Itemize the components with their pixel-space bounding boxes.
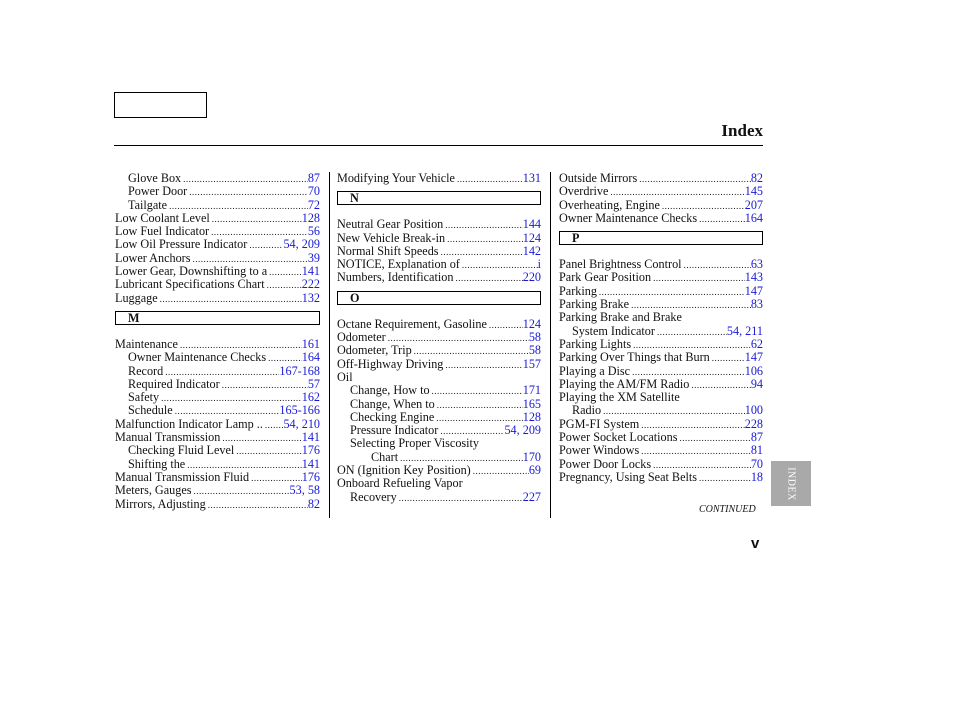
entry-label: Manual Transmission bbox=[115, 431, 221, 445]
dot-leader bbox=[438, 425, 504, 437]
dot-leader bbox=[220, 379, 308, 391]
index-entry[interactable] bbox=[115, 391, 320, 404]
index-entry[interactable] bbox=[559, 418, 763, 431]
index-entry[interactable] bbox=[115, 418, 320, 431]
index-entry[interactable] bbox=[559, 271, 763, 284]
index-entry[interactable] bbox=[115, 458, 320, 471]
page-reference-link[interactable]: 145 bbox=[744, 185, 763, 199]
page-reference-link[interactable]: 207 bbox=[744, 198, 763, 212]
entry-label: Malfunction Indicator Lamp .. bbox=[115, 417, 263, 431]
page-reference-link[interactable]: 141 bbox=[301, 431, 320, 445]
dot-leader bbox=[263, 419, 284, 431]
column-divider bbox=[550, 172, 551, 518]
index-entry[interactable] bbox=[337, 232, 541, 245]
entry-label: NOTICE, Explanation of bbox=[337, 258, 460, 272]
dot-leader bbox=[445, 233, 523, 245]
page-reference-link[interactable]: 141 bbox=[301, 265, 320, 279]
entry-label: Change, How to bbox=[350, 384, 430, 398]
entry-label: Odometer bbox=[337, 331, 386, 345]
entry-label: System Indicator bbox=[572, 324, 655, 338]
entry-label: Required Indicator bbox=[128, 377, 220, 391]
dot-leader bbox=[660, 200, 745, 212]
index-entry[interactable] bbox=[559, 444, 763, 457]
page-reference-link[interactable]: 39 bbox=[307, 251, 320, 265]
entry-label: Panel Brightness Control bbox=[559, 258, 682, 272]
entry-label: Low Fuel Indicator bbox=[115, 225, 210, 239]
page-reference-link[interactable]: 124 bbox=[522, 317, 541, 331]
entry-label: PGM-FI System bbox=[559, 417, 640, 431]
entry-label: Checking Fluid Level bbox=[128, 444, 235, 458]
entry-label: Lower Anchors bbox=[115, 251, 191, 265]
index-entry[interactable] bbox=[559, 404, 763, 417]
dot-leader bbox=[210, 213, 302, 225]
index-column-2 bbox=[337, 172, 541, 504]
dot-leader bbox=[181, 173, 308, 185]
page-reference-link[interactable]: 82 bbox=[750, 172, 763, 185]
entry-label: Power Windows bbox=[559, 444, 640, 458]
dot-leader bbox=[455, 173, 523, 185]
index-entry[interactable] bbox=[115, 265, 320, 278]
page-reference-link[interactable]: 69 bbox=[528, 464, 541, 478]
index-entry[interactable] bbox=[115, 351, 320, 364]
index-entry[interactable] bbox=[337, 271, 541, 284]
page-reference-link[interactable]: 141 bbox=[301, 457, 320, 471]
page-reference-link[interactable]: 53, 58 bbox=[289, 484, 320, 498]
index-entry[interactable] bbox=[337, 344, 541, 357]
page-reference-link[interactable]: 56 bbox=[307, 225, 320, 239]
page-reference-link[interactable]: 157 bbox=[522, 357, 541, 371]
dot-leader bbox=[443, 219, 522, 231]
index-entry[interactable] bbox=[115, 292, 320, 305]
page-reference-link[interactable]: 170 bbox=[522, 450, 541, 464]
page-reference-link[interactable]: 62 bbox=[750, 337, 763, 351]
page-reference-link[interactable]: 70 bbox=[750, 457, 763, 471]
page-reference-link[interactable]: 131 bbox=[522, 172, 541, 185]
page-reference-link[interactable]: 58 bbox=[528, 331, 541, 345]
entry-label: Record bbox=[128, 364, 164, 378]
index-entry[interactable] bbox=[115, 404, 320, 417]
index-entry[interactable] bbox=[559, 365, 763, 378]
entry-label: Overdrive bbox=[559, 185, 609, 199]
page-reference-link[interactable]: 87 bbox=[750, 431, 763, 445]
header-rule bbox=[114, 145, 763, 146]
index-entry[interactable] bbox=[115, 238, 320, 251]
index-entry[interactable] bbox=[559, 378, 763, 391]
entry-label: Low Coolant Level bbox=[115, 211, 210, 225]
entry-label: Parking Brake bbox=[559, 298, 630, 312]
dot-leader bbox=[655, 326, 727, 338]
entry-label: Pregnancy, Using Seat Belts bbox=[559, 470, 697, 484]
page-reference-link[interactable]: 147 bbox=[744, 284, 763, 298]
index-entry[interactable] bbox=[115, 365, 320, 378]
index-entry[interactable] bbox=[337, 398, 541, 411]
entry-label: Parking bbox=[559, 284, 597, 298]
index-entry[interactable] bbox=[337, 258, 541, 271]
dot-leader bbox=[187, 186, 308, 198]
entry-label: Odometer, Trip bbox=[337, 344, 412, 358]
page-reference-link[interactable]: 161 bbox=[301, 337, 320, 351]
index-entry bbox=[559, 311, 763, 324]
dot-leader bbox=[167, 200, 308, 212]
page-reference-link[interactable]: 222 bbox=[301, 278, 320, 292]
index-entry[interactable] bbox=[115, 484, 320, 497]
entry-label: Neutral Gear Position bbox=[337, 218, 444, 232]
index-entry[interactable] bbox=[559, 212, 763, 225]
index-tab[interactable] bbox=[771, 461, 811, 506]
index-entry[interactable] bbox=[115, 199, 320, 212]
entry-label: Radio bbox=[572, 404, 602, 418]
entry-label: Park Gear Position bbox=[559, 271, 652, 285]
page-reference-link[interactable]: 165 bbox=[522, 397, 541, 411]
entry-label: Modifying Your Vehicle bbox=[337, 172, 455, 185]
dot-leader bbox=[267, 266, 302, 278]
entry-label: Playing the AM/FM Radio bbox=[559, 377, 690, 391]
page-reference-link[interactable]: 142 bbox=[522, 244, 541, 258]
page-reference-link[interactable]: 144 bbox=[522, 218, 541, 232]
dot-leader bbox=[430, 385, 523, 397]
page-reference-link[interactable]: 220 bbox=[522, 271, 541, 285]
dot-leader bbox=[158, 293, 302, 305]
page-reference-link[interactable]: 167-168 bbox=[279, 364, 320, 378]
entry-label: Oil bbox=[337, 370, 353, 384]
index-entry bbox=[559, 391, 763, 404]
dot-leader bbox=[639, 419, 744, 431]
entry-label: New Vehicle Break-in bbox=[337, 231, 446, 245]
entry-label: Numbers, Identification bbox=[337, 271, 454, 285]
dot-leader bbox=[651, 272, 745, 284]
dot-leader bbox=[209, 226, 308, 238]
entry-label: Power Door bbox=[128, 185, 188, 199]
dot-leader bbox=[471, 465, 529, 477]
entry-label: Checking Engine bbox=[350, 410, 435, 424]
index-entry[interactable] bbox=[559, 471, 763, 484]
index-entry[interactable] bbox=[337, 318, 541, 331]
entry-label: Off-Highway Driving bbox=[337, 357, 444, 371]
page-reference-link[interactable]: 70 bbox=[307, 185, 320, 199]
dot-leader bbox=[629, 299, 751, 311]
entry-label: Schedule bbox=[128, 404, 173, 418]
entry-label: Glove Box bbox=[128, 172, 182, 185]
page-number: v bbox=[751, 535, 760, 552]
dot-leader bbox=[435, 399, 523, 411]
index-entry[interactable] bbox=[115, 225, 320, 238]
entry-label: Change, When to bbox=[350, 397, 435, 411]
dot-leader bbox=[677, 432, 750, 444]
index-entry[interactable] bbox=[337, 172, 541, 185]
page-reference-link[interactable]: 124 bbox=[522, 231, 541, 245]
entry-label: Tailgate bbox=[128, 198, 168, 212]
dot-leader bbox=[689, 379, 750, 391]
page-reference-link[interactable]: 57 bbox=[307, 377, 320, 391]
page-reference-link[interactable]: 128 bbox=[522, 410, 541, 424]
section-header-o: O bbox=[337, 291, 541, 305]
index-entry[interactable] bbox=[559, 185, 763, 198]
page-reference-link[interactable]: 94 bbox=[750, 377, 763, 391]
dot-leader bbox=[192, 485, 290, 497]
index-entry[interactable] bbox=[559, 199, 763, 212]
index-column-1 bbox=[115, 172, 320, 511]
page-reference-link[interactable]: 81 bbox=[750, 444, 763, 458]
index-entry[interactable] bbox=[337, 358, 541, 371]
page-reference-link[interactable]: 164 bbox=[744, 211, 763, 225]
page-reference-link[interactable]: 100 bbox=[744, 404, 763, 418]
page-title: Index bbox=[721, 121, 763, 140]
entry-label: Luggage bbox=[115, 291, 158, 305]
index-tab-label: INDEX bbox=[785, 466, 797, 501]
page-reference-link[interactable]: 228 bbox=[744, 417, 763, 431]
dot-leader bbox=[697, 213, 745, 225]
dot-leader bbox=[434, 412, 522, 424]
index-entry[interactable] bbox=[337, 218, 541, 231]
index-entry[interactable] bbox=[115, 172, 320, 185]
dot-leader bbox=[443, 359, 522, 371]
index-entry[interactable] bbox=[115, 185, 320, 198]
page-reference-link[interactable]: 162 bbox=[301, 391, 320, 405]
index-entry[interactable] bbox=[115, 444, 320, 457]
dot-leader bbox=[631, 339, 751, 351]
index-entry[interactable] bbox=[559, 298, 763, 311]
entry-label: Power Socket Locations bbox=[559, 431, 678, 445]
dot-leader bbox=[453, 272, 522, 284]
dot-leader bbox=[386, 332, 529, 344]
page-reference-link[interactable]: 54, 209 bbox=[504, 424, 541, 438]
dot-leader bbox=[637, 173, 751, 185]
page-reference-link[interactable]: i bbox=[537, 258, 541, 272]
index-entry bbox=[337, 371, 541, 384]
index-entry[interactable] bbox=[337, 424, 541, 437]
section-header-m: M bbox=[115, 311, 320, 325]
page-reference-link[interactable]: 106 bbox=[744, 364, 763, 378]
continued-note: CONTINUED bbox=[699, 504, 756, 515]
index-entry[interactable] bbox=[337, 411, 541, 424]
dot-leader bbox=[710, 352, 745, 364]
page-reference-link[interactable]: 147 bbox=[744, 351, 763, 365]
entry-label: Selecting Proper Viscosity bbox=[350, 437, 480, 451]
index-entry bbox=[337, 477, 541, 490]
entry-label: Lower Gear, Downshifting to a bbox=[115, 265, 268, 279]
index-entry[interactable] bbox=[559, 258, 763, 271]
dot-leader bbox=[630, 366, 745, 378]
entry-label: ON (Ignition Key Position) bbox=[337, 464, 471, 478]
page-reference-link[interactable]: 176 bbox=[301, 470, 320, 484]
page-reference-link[interactable]: 87 bbox=[307, 172, 320, 185]
entry-label: Playing a Disc bbox=[559, 364, 631, 378]
entry-label: Parking Over Things that Burn bbox=[559, 351, 710, 365]
index-column-3 bbox=[559, 172, 763, 484]
page-reference-link[interactable]: 227 bbox=[522, 490, 541, 504]
dot-leader bbox=[206, 499, 308, 511]
page-reference-link[interactable]: 72 bbox=[307, 198, 320, 212]
entry-label: Owner Maintenance Checks bbox=[559, 211, 698, 225]
entry-label: Chart bbox=[371, 450, 399, 464]
page-reference-link[interactable]: 54, 209 bbox=[283, 238, 320, 252]
index-entry[interactable] bbox=[115, 338, 320, 351]
page-reference-link[interactable]: 82 bbox=[307, 497, 320, 511]
entry-label: Manual Transmission Fluid bbox=[115, 470, 250, 484]
page-reference-link[interactable]: 83 bbox=[750, 298, 763, 312]
dot-leader bbox=[247, 239, 283, 251]
dot-leader bbox=[159, 392, 302, 404]
index-entry[interactable] bbox=[115, 278, 320, 291]
index-entry[interactable] bbox=[115, 498, 320, 511]
dot-leader bbox=[608, 186, 744, 198]
index-entry[interactable] bbox=[559, 285, 763, 298]
dot-leader bbox=[682, 259, 751, 271]
entry-label: Octane Requirement, Gasoline bbox=[337, 317, 487, 331]
index-entry bbox=[337, 437, 541, 450]
page-reference-link[interactable]: 54, 211 bbox=[726, 324, 763, 338]
entry-label: Parking Brake and Brake bbox=[559, 311, 682, 325]
index-entry[interactable] bbox=[559, 325, 763, 338]
entry-label: Maintenance bbox=[115, 337, 178, 351]
entry-label: Mirrors, Adjusting bbox=[115, 497, 206, 511]
entry-label: Overheating, Engine bbox=[559, 198, 660, 212]
dot-leader bbox=[249, 472, 302, 484]
dot-leader bbox=[697, 472, 751, 484]
dot-leader bbox=[460, 259, 538, 271]
header-blank-box bbox=[114, 92, 207, 118]
entry-label: Pressure Indicator bbox=[350, 424, 439, 438]
entry-label: Shifting the bbox=[128, 457, 186, 471]
page-reference-link[interactable]: 132 bbox=[301, 291, 320, 305]
dot-leader bbox=[601, 405, 745, 417]
dot-leader bbox=[234, 445, 301, 457]
dot-leader bbox=[487, 319, 523, 331]
index-entry[interactable] bbox=[559, 431, 763, 444]
dot-leader bbox=[439, 246, 523, 258]
entry-label: Onboard Refueling Vapor bbox=[337, 477, 463, 491]
index-entry[interactable] bbox=[337, 331, 541, 344]
dot-leader bbox=[597, 286, 745, 298]
index-entry[interactable] bbox=[337, 245, 541, 258]
section-header-n: N bbox=[337, 191, 541, 205]
dot-leader bbox=[639, 445, 751, 457]
dot-leader bbox=[185, 459, 302, 471]
page-reference-link[interactable]: 128 bbox=[301, 211, 320, 225]
page-reference-link[interactable]: 54, 210 bbox=[283, 417, 320, 431]
index-entry[interactable] bbox=[337, 384, 541, 397]
entry-label: Normal Shift Speeds bbox=[337, 244, 439, 258]
section-header-p: P bbox=[559, 231, 763, 245]
index-entry[interactable] bbox=[115, 378, 320, 391]
page-reference-link[interactable]: 165-166 bbox=[279, 404, 320, 418]
index-entry[interactable] bbox=[337, 491, 541, 504]
index-entry[interactable] bbox=[337, 451, 541, 464]
entry-label: Outside Mirrors bbox=[559, 172, 638, 185]
index-entry[interactable] bbox=[559, 458, 763, 471]
page-reference-link[interactable]: 176 bbox=[301, 444, 320, 458]
entry-label: Parking Lights bbox=[559, 337, 632, 351]
entry-label: Owner Maintenance Checks bbox=[128, 351, 267, 365]
index-entry[interactable] bbox=[559, 172, 763, 185]
index-entry[interactable] bbox=[115, 252, 320, 265]
entry-label: Lubricant Specifications Chart bbox=[115, 278, 265, 292]
dot-leader bbox=[651, 459, 751, 471]
entry-label: Safety bbox=[128, 391, 160, 405]
dot-leader bbox=[412, 345, 529, 357]
dot-leader bbox=[397, 492, 523, 504]
dot-leader bbox=[190, 253, 307, 265]
entry-label: Power Door Locks bbox=[559, 457, 652, 471]
index-entry[interactable] bbox=[115, 431, 320, 444]
index-entry[interactable] bbox=[337, 464, 541, 477]
dot-leader bbox=[220, 432, 301, 444]
entry-label: Playing the XM Satellite bbox=[559, 391, 680, 405]
dot-leader bbox=[178, 339, 302, 351]
entry-label: Low Oil Pressure Indicator bbox=[115, 238, 248, 252]
page-reference-link[interactable]: 143 bbox=[744, 271, 763, 285]
entry-label: Recovery bbox=[350, 490, 397, 504]
dot-leader bbox=[163, 366, 279, 378]
index-entry[interactable] bbox=[115, 212, 320, 225]
dot-leader bbox=[173, 405, 280, 417]
dot-leader bbox=[266, 352, 302, 364]
page-reference-link[interactable]: 58 bbox=[528, 344, 541, 358]
page-reference-link[interactable]: 63 bbox=[750, 258, 763, 272]
column-divider bbox=[329, 172, 330, 518]
index-entry[interactable] bbox=[559, 351, 763, 364]
dot-leader bbox=[398, 452, 523, 464]
index-entry[interactable] bbox=[559, 338, 763, 351]
page-reference-link[interactable]: 171 bbox=[522, 384, 541, 398]
entry-label: Meters, Gauges bbox=[115, 484, 192, 498]
index-entry[interactable] bbox=[115, 471, 320, 484]
page-reference-link[interactable]: 18 bbox=[750, 470, 763, 484]
page-reference-link[interactable]: 164 bbox=[301, 351, 320, 365]
dot-leader bbox=[265, 279, 302, 291]
